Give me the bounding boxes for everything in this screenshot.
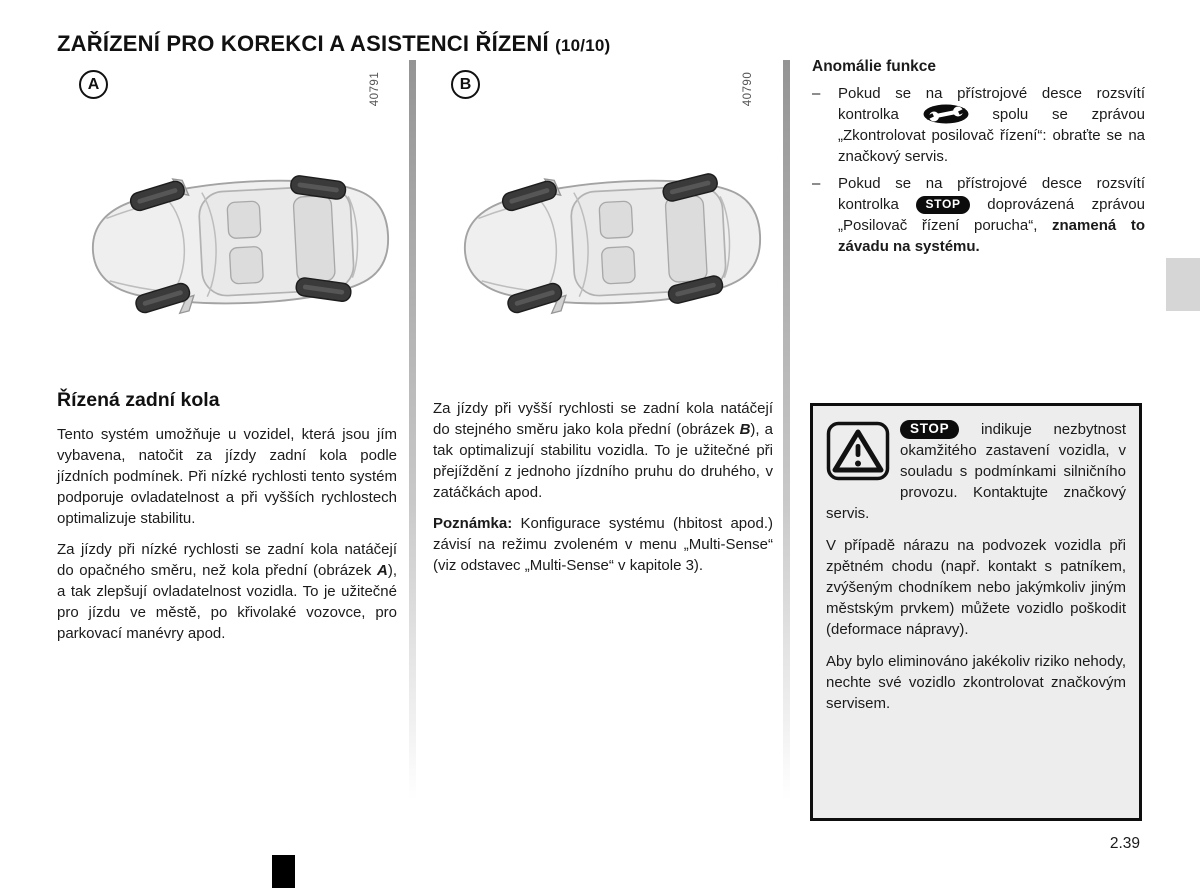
figure-b-label bbox=[451, 70, 480, 99]
car-rear-bench bbox=[665, 195, 707, 282]
page-title-suffix: (10/10) bbox=[555, 35, 611, 55]
stop-indicator-icon: STOP bbox=[916, 196, 969, 214]
bullet-dash: – bbox=[812, 175, 821, 192]
fault-bullet-1 bbox=[812, 83, 1145, 167]
car-seat bbox=[599, 201, 633, 239]
paragraph-text: doprovázená zprávou „Posilovač řízení porucha“, bbox=[838, 196, 1145, 234]
paragraph-text: Za jízdy při nízké rychlosti se zadní kola natáčejí do opačného směru, než kola přední (obrázek bbox=[57, 541, 397, 579]
column-divider bbox=[409, 60, 416, 800]
paragraph-text: spolu se zprávou „Zkontrolovat posilovač řízení“: obraťte se na značkový servis. bbox=[838, 106, 1145, 165]
paragraph-text: Za jízdy při vyšší rychlosti se zadní kola natáčejí do stejného směru jako kola přední (obrázek bbox=[433, 400, 773, 438]
car-seat bbox=[229, 246, 263, 284]
faults-heading: Anomálie funkce bbox=[812, 58, 937, 75]
figure-b-photo-ref: 40790 bbox=[742, 71, 754, 107]
warning-triangle-icon bbox=[826, 421, 890, 481]
paragraph-text: Pokud se na přístrojové desce rozsvítí kontrolka bbox=[838, 175, 1145, 213]
figure-a-letter: A bbox=[87, 75, 100, 93]
note-label: Poznámka: bbox=[433, 515, 513, 532]
page-title bbox=[57, 31, 610, 57]
figure-reference: B bbox=[739, 421, 751, 438]
paragraph-text: indikuje nezbytnost okamžitého zastavení vozidla, v souladu s podmínkami silničního provozu. Kontaktujte značkový servis. bbox=[826, 421, 1126, 522]
paragraph-text: ), a tak optimalizují stabilitu vozidla. To je užitečné při přejíždění z jednoho jízdního pruhu do druhého, v zatáčkách apod. bbox=[433, 421, 773, 501]
bullet-dash: – bbox=[812, 85, 821, 102]
column-divider bbox=[783, 60, 790, 800]
car-seat bbox=[601, 246, 635, 284]
section-heading: Řízená zadní kola bbox=[57, 389, 220, 411]
wrench-indicator-icon bbox=[923, 104, 969, 124]
page-title-main: ZAŘÍZENÍ PRO KOREKCI A ASISTENCI ŘÍZENÍ bbox=[57, 30, 549, 56]
body-paragraph: Tento systém umožňuje u vozidel, která jsou jím vybavena, natočit za jízdy zadní kola podle jízdních podmínek. Při nízké rychlosti tento systém podporuje ovladatelnost a při vyšších rychlostech optimalizuje stabilitu. bbox=[57, 426, 397, 527]
bullet-text bbox=[838, 83, 1145, 167]
section-operating-faults bbox=[812, 56, 1145, 257]
car-rear-bench bbox=[293, 195, 335, 282]
figure-a-label bbox=[79, 70, 108, 99]
figure-reference: A bbox=[376, 562, 388, 579]
car-top-view-figure-a bbox=[70, 150, 392, 326]
figure-a-photo-ref: 40791 bbox=[369, 71, 381, 107]
car-seat bbox=[227, 201, 261, 239]
body-paragraph bbox=[57, 539, 397, 644]
print-registration-mark bbox=[272, 855, 295, 888]
stop-indicator-icon: STOP bbox=[900, 420, 959, 439]
bullet-text bbox=[838, 173, 1145, 257]
paragraph-text: Pokud se na přístrojové desce rozsvítí kontrolka bbox=[838, 85, 1145, 123]
section-high-speed-behaviour bbox=[433, 398, 773, 586]
section-rear-wheel-steering bbox=[57, 390, 397, 654]
warning-paragraph: Aby bylo eliminováno jakékoliv riziko nehody, nechte své vozidlo zkontrolovat značkovým servisem. bbox=[826, 653, 1126, 712]
car-top-view-figure-b bbox=[442, 150, 764, 326]
figure-b-letter: B bbox=[459, 75, 472, 93]
warning-paragraph: V případě nárazu na podvozek vozidla při zpětném chodu (např. kontakt s patníkem, zvýšeným chodníkem nebo jakýmkoliv jiným městským prvkem) můžete vozidlo poškodit (deformace nápravy). bbox=[826, 537, 1126, 638]
paragraph-text: ), a tak zlepšují ovladatelnost vozidla. To je užitečné pro jízdu ve městě, po křivolaké vozovce, pro parkovací manévry apod. bbox=[57, 562, 397, 642]
page-number: 2.39 bbox=[1109, 835, 1140, 852]
chapter-edge-tab bbox=[1166, 258, 1200, 311]
emphasized-text: znamená to závadu na systému. bbox=[838, 217, 1146, 255]
note-paragraph bbox=[433, 513, 773, 576]
note-text: Konfigurace systému (hbitost apod.) závisí na režimu zvoleném v menu „Multi-Sense“ (viz odstavec „Multi-Sense“ v kapitole 3). bbox=[433, 515, 773, 574]
fault-bullet-2 bbox=[812, 173, 1145, 257]
warning-box bbox=[810, 403, 1142, 821]
body-paragraph bbox=[433, 398, 773, 503]
